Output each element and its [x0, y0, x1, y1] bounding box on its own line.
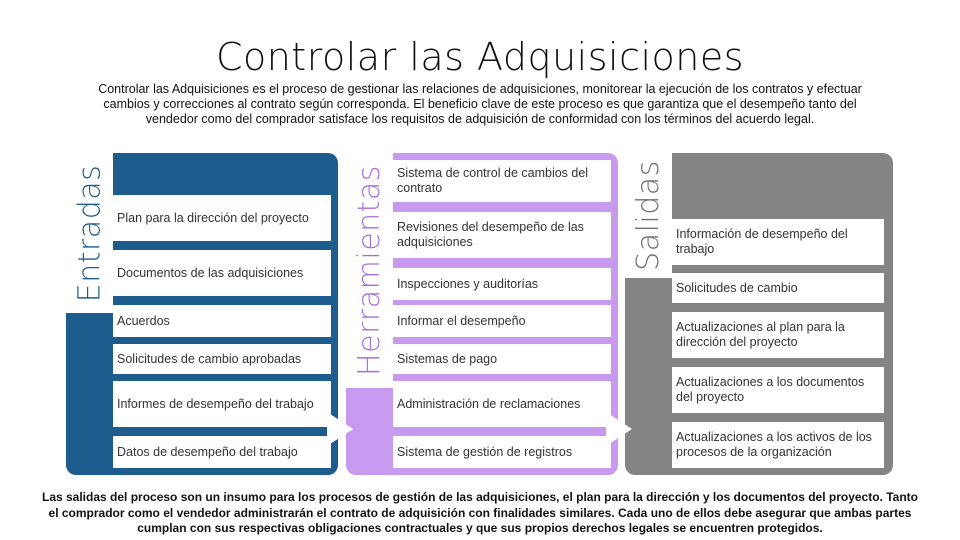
- tool-item: Revisiones del desempeño de las adquisiciones: [393, 212, 611, 258]
- input-item: Solicitudes de cambio aprobadas: [113, 344, 331, 374]
- input-item: Plan para la dirección del proyecto: [113, 195, 331, 241]
- output-item: Actualizaciones al plan para la dirección del proyecto: [672, 312, 884, 358]
- flow-arrow-icon: [327, 412, 353, 446]
- tools-label-box: [346, 153, 393, 388]
- tool-item: Informar el desempeño: [393, 305, 611, 337]
- outputs-label: Salidas: [631, 160, 666, 271]
- tool-item: Administración de reclamaciones: [393, 381, 611, 427]
- inputs-label: Entradas: [72, 164, 108, 302]
- tool-item: Inspecciones y auditorías: [393, 268, 611, 300]
- outro-paragraph: Las salidas del proceso son un insumo para los procesos de gestión de las adquisiciones, el plan para la dirección y los documentos del proyecto. Tanto el comprador como el vendedor administrarán el contrato de adquisición con finalidades similares. Cada uno de ellos debe asegurar que ambas partes cumplan con sus respectivas obligaciones contractuales y que sus propios derechos legales se encuentren protegidos.: [41, 490, 918, 535]
- output-item: Actualizaciones a los documentos del proyecto: [672, 367, 884, 413]
- tool-item: Sistema de gestión de registros: [393, 436, 611, 468]
- outputs-label-box: [625, 153, 672, 278]
- output-item: Información de desempeño del trabajo: [672, 219, 884, 265]
- tool-item: Sistemas de pago: [393, 344, 611, 374]
- input-item: Acuerdos: [113, 305, 331, 337]
- tool-item: Sistema de control de cambios del contrato: [393, 160, 611, 202]
- input-item: Datos de desempeño del trabajo: [113, 436, 331, 468]
- page-title: Controlar las Adquisiciones: [215, 35, 745, 79]
- input-item: Documentos de las adquisiciones: [113, 250, 331, 296]
- tools-label: Herramientas: [352, 165, 387, 376]
- flow-arrow-icon: [606, 412, 632, 446]
- output-item: Solicitudes de cambio: [672, 273, 884, 303]
- intro-paragraph: Controlar las Adquisiciones es el proceso de gestionar las relaciones de adquisiciones, monitorear la ejecución de los contratos y efectuar cambios y correcciones al contrato según corresponda. El beneficio clave de este proceso es que garantiza que el desempeño tanto del vendedor como del comprador satisface los requisitos de adquisición de conformidad con los términos del acuerdo legal.: [98, 82, 862, 126]
- output-item: Actualizaciones a los activos de los procesos de la organización: [672, 422, 884, 468]
- inputs-label-box: [66, 153, 113, 313]
- input-item: Informes de desempeño del trabajo: [113, 381, 331, 427]
